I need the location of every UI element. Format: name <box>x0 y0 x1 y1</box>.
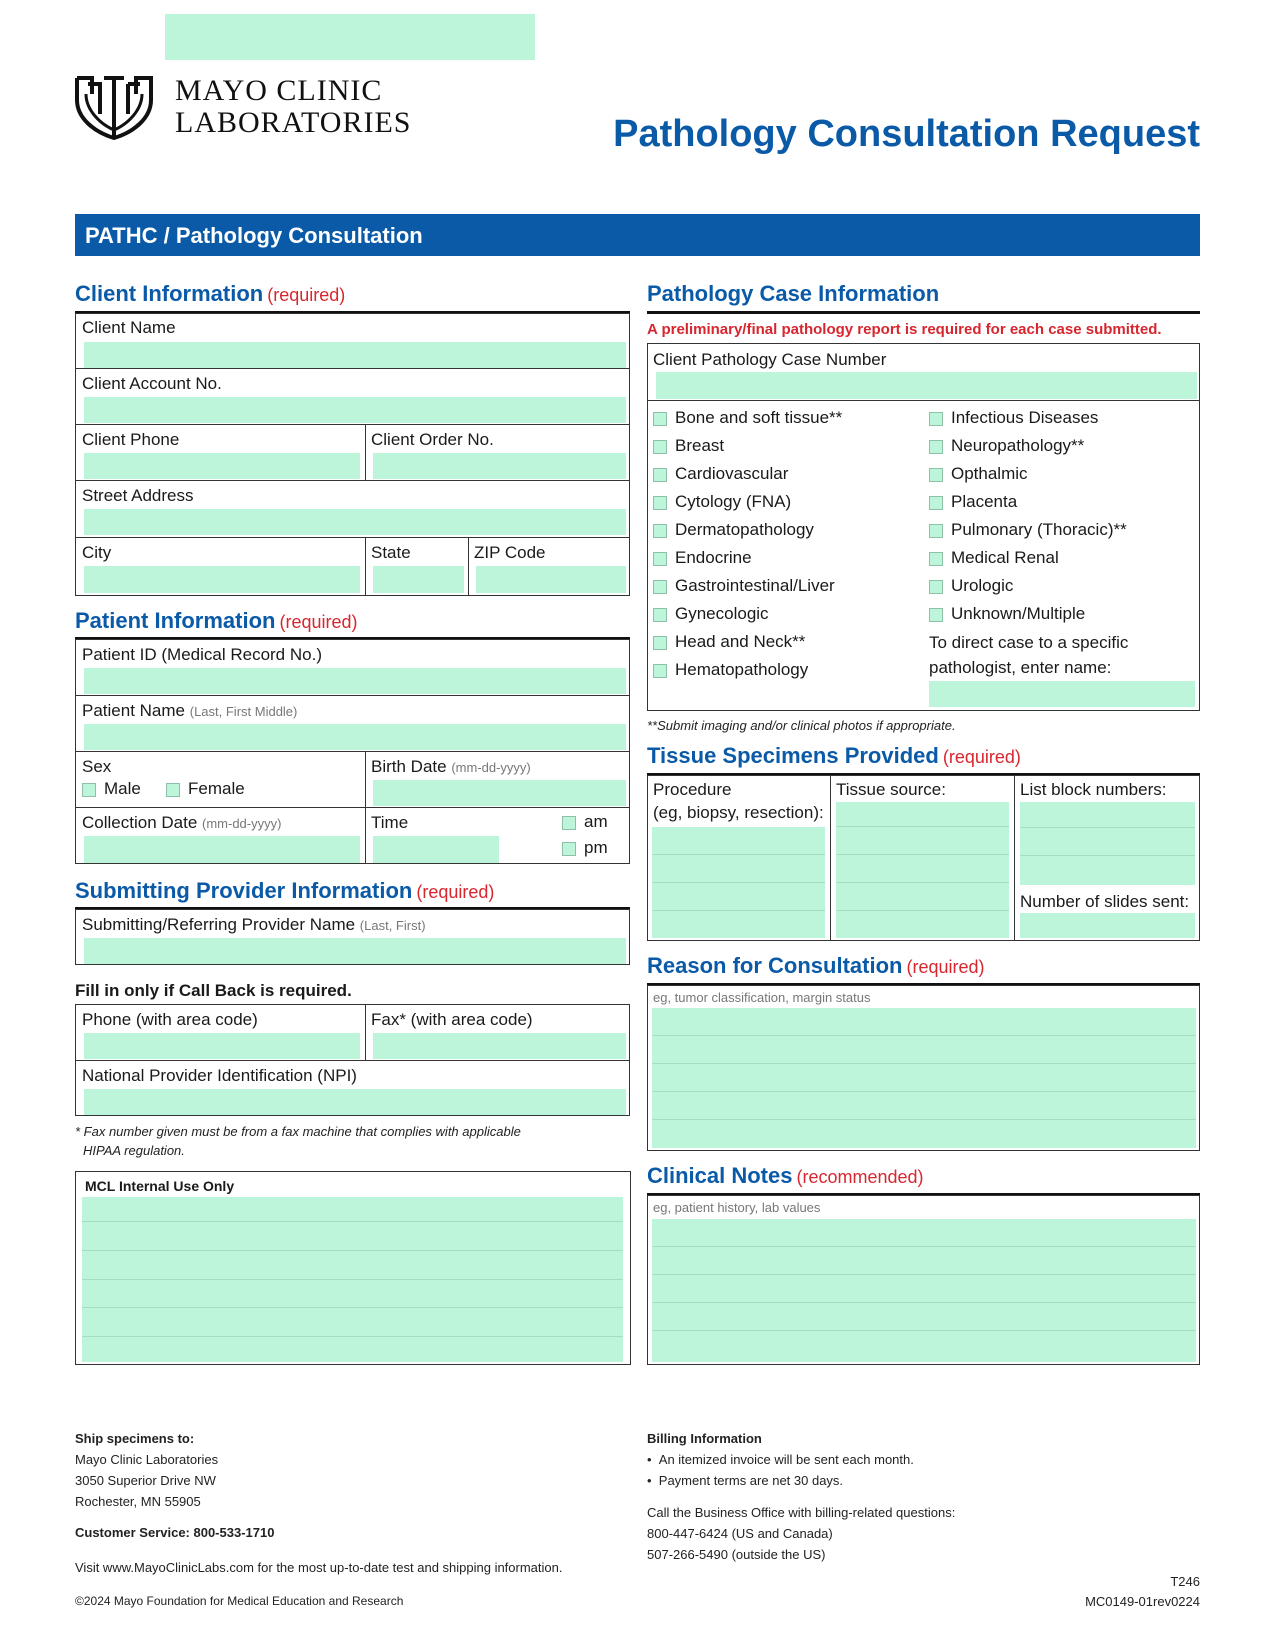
checkbox-label: Placenta <box>951 492 1018 511</box>
case-number-label: Client Pathology Case Number <box>653 350 887 369</box>
checkbox-square[interactable] <box>929 412 943 426</box>
npi-label: National Provider Identification (NPI) <box>82 1066 357 1085</box>
checkbox-label: Dermatopathology <box>675 520 814 539</box>
block-numbers-label: List block numbers: <box>1020 780 1167 799</box>
checkbox-label: Unknown/Multiple <box>951 604 1086 623</box>
reason-heading: Reason for Consultation (required) <box>647 953 985 978</box>
billing-bullet-1: • An itemized invoice will be sent each month. <box>647 1452 914 1467</box>
checkbox-label: Head and Neck** <box>675 632 806 651</box>
provider-info-heading: Submitting Provider Information (required) <box>75 878 495 903</box>
checkbox-square[interactable] <box>929 524 943 538</box>
ship-line-3: Rochester, MN 55905 <box>75 1494 201 1509</box>
patient-id-label: Patient ID (Medical Record No.) <box>82 645 322 664</box>
city-label: City <box>82 543 112 562</box>
form-code-2: MC0149-01rev0224 <box>1085 1594 1200 1609</box>
slides-count-label: Number of slides sent: <box>1020 892 1190 911</box>
checkbox-square[interactable] <box>929 496 943 510</box>
city-field[interactable] <box>84 566 360 593</box>
checkbox-label: Endocrine <box>675 548 752 567</box>
checkbox-label: Cardiovascular <box>675 464 789 483</box>
billing-phone-1: 800-447-6424 (US and Canada) <box>647 1526 833 1541</box>
checkbox-square[interactable] <box>653 468 667 482</box>
ship-line-1: Mayo Clinic Laboratories <box>75 1452 219 1467</box>
logo-line-1: MAYO CLINIC <box>175 74 383 107</box>
procedure-field[interactable] <box>652 827 825 938</box>
visit-note: Visit www.MayoClinicLabs.com for the most up-to-date test and shipping information. <box>75 1560 563 1575</box>
checkbox-label: Urologic <box>951 576 1014 595</box>
slides-count-field[interactable] <box>1020 913 1195 938</box>
collection-date-field[interactable] <box>84 836 360 863</box>
checkbox-square[interactable] <box>929 608 943 622</box>
provider-name-label: Submitting/Referring Provider Name (Last, First) <box>82 915 426 934</box>
checkbox-label: Opthalmic <box>951 464 1028 483</box>
page-title: Pathology Consultation Request <box>613 113 1200 155</box>
checkbox-square[interactable] <box>653 440 667 454</box>
ship-heading: Ship specimens to: <box>75 1431 195 1446</box>
client-info-heading: Client Information (required) <box>75 281 346 306</box>
internal-use-field[interactable] <box>82 1197 623 1362</box>
checkbox-square[interactable] <box>653 636 667 650</box>
checkbox-square[interactable] <box>929 468 943 482</box>
client-account-field[interactable] <box>84 397 626 423</box>
birth-date-field[interactable] <box>373 780 626 806</box>
patient-name-field[interactable] <box>84 724 626 750</box>
customer-service: Customer Service: 800-533-1710 <box>75 1525 275 1540</box>
tissue-source-label: Tissue source: <box>836 780 946 799</box>
checkbox-square[interactable] <box>653 496 667 510</box>
notes-placeholder: eg, patient history, lab values <box>653 1200 821 1215</box>
checkbox-label: Infectious Diseases <box>951 408 1099 427</box>
required-tag: (required) <box>267 285 346 305</box>
checkbox-label: Bone and soft tissue** <box>675 408 843 427</box>
mayo-shield-icon <box>74 74 154 140</box>
checkbox-label: Medical Renal <box>951 548 1059 567</box>
checkbox-label: Gynecologic <box>675 604 769 623</box>
callback-note: Fill in only if Call Back is required. <box>75 981 352 1000</box>
patient-id-field[interactable] <box>84 668 626 694</box>
checkbox-label: Breast <box>675 436 725 455</box>
checkbox-square[interactable] <box>653 552 667 566</box>
billing-bullet-2: • Payment terms are net 30 days. <box>647 1473 844 1488</box>
form-code-1: T246 <box>1170 1574 1200 1589</box>
time-field[interactable] <box>373 836 499 863</box>
zip-field[interactable] <box>476 566 626 593</box>
top-entry-field[interactable] <box>165 14 535 60</box>
ship-line-2: 3050 Superior Drive NW <box>75 1473 216 1488</box>
patient-info-heading: Patient Information (required) <box>75 608 358 633</box>
callback-fax-field[interactable] <box>373 1033 626 1059</box>
fax-footnote-2: HIPAA regulation. <box>83 1143 185 1158</box>
fax-footnote-1: * Fax number given must be from a fax machine that complies with applicable <box>75 1124 521 1139</box>
case-info-heading: Pathology Case Information <box>647 281 940 306</box>
checkbox-label: Pulmonary (Thoracic)** <box>951 520 1127 539</box>
birth-date-label: Birth Date (mm-dd-yyyy) <box>371 757 531 776</box>
client-phone-label: Client Phone <box>82 430 180 449</box>
billing-phone-2: 507-266-5490 (outside the US) <box>647 1547 826 1562</box>
checkbox-square[interactable] <box>929 580 943 594</box>
patient-name-label: Patient Name (Last, First Middle) <box>82 701 298 720</box>
collection-date-label: Collection Date (mm-dd-yyyy) <box>82 813 282 832</box>
checkbox-label: Hematopathology <box>675 660 809 679</box>
pathologist-name-field[interactable] <box>929 681 1195 707</box>
tissue-heading: Tissue Specimens Provided (required) <box>647 743 1021 768</box>
reason-placeholder: eg, tumor classification, margin status <box>653 990 871 1005</box>
billing-heading: Billing Information <box>647 1431 762 1446</box>
block-numbers-field[interactable] <box>1020 802 1195 885</box>
checkbox-label: Neuropathology** <box>951 436 1085 455</box>
case-warning: A preliminary/final pathology report is required for each case submitted. <box>647 321 1162 338</box>
mayo-logo <box>74 74 154 140</box>
street-label: Street Address <box>82 486 194 505</box>
copyright: ©2024 Mayo Foundation for Medical Education and Research <box>75 1594 404 1608</box>
checkbox-square[interactable] <box>653 580 667 594</box>
procedure-label-1: Procedure <box>653 780 732 799</box>
notes-heading: Clinical Notes (recommended) <box>647 1163 924 1188</box>
direct-case-label-1: To direct case to a specific <box>929 633 1129 652</box>
imaging-note: **Submit imaging and/or clinical photos if appropriate. <box>647 718 956 733</box>
client-account-label: Client Account No. <box>82 374 222 393</box>
tissue-source-field[interactable] <box>836 802 1009 938</box>
form-banner <box>75 214 1200 256</box>
callback-fax-label: Fax* (with area code) <box>371 1010 533 1029</box>
callback-phone-label: Phone (with area code) <box>82 1010 258 1029</box>
checkbox-square[interactable] <box>929 552 943 566</box>
notes-field[interactable] <box>652 1219 1196 1362</box>
provider-name-field[interactable] <box>84 938 626 964</box>
sex-label: Sex <box>82 757 112 776</box>
client-phone-field[interactable] <box>84 453 360 479</box>
logo-line-2: LABORATORIES <box>175 106 412 139</box>
client-name-label: Client Name <box>82 318 176 337</box>
client-order-field[interactable] <box>373 453 626 479</box>
state-label: State <box>371 543 411 562</box>
client-name-field[interactable] <box>84 342 626 368</box>
checkbox-label: Gastrointestinal/Liver <box>675 576 835 595</box>
checkbox-square[interactable] <box>653 608 667 622</box>
checkbox-square[interactable] <box>653 524 667 538</box>
banner-text: PATHC / Pathology Consultation <box>85 223 423 248</box>
zip-label: ZIP Code <box>474 543 546 562</box>
npi-field[interactable] <box>84 1089 626 1115</box>
checkbox-square[interactable] <box>653 412 667 426</box>
street-field[interactable] <box>84 509 626 535</box>
state-field[interactable] <box>373 566 464 593</box>
checkbox-label: Cytology (FNA) <box>675 492 792 511</box>
checkbox-square[interactable] <box>653 664 667 678</box>
internal-use-label: MCL Internal Use Only <box>85 1178 235 1194</box>
billing-call: Call the Business Office with billing-related questions: <box>647 1505 956 1520</box>
case-number-field[interactable] <box>656 372 1197 399</box>
reason-field[interactable] <box>652 1008 1196 1148</box>
time-label: Time <box>371 813 409 832</box>
checkbox-square[interactable] <box>929 440 943 454</box>
procedure-label-2: (eg, biopsy, resection): <box>653 803 824 822</box>
callback-phone-field[interactable] <box>84 1033 360 1059</box>
client-order-label: Client Order No. <box>371 430 494 449</box>
direct-case-label-2: pathologist, enter name: <box>929 658 1112 677</box>
